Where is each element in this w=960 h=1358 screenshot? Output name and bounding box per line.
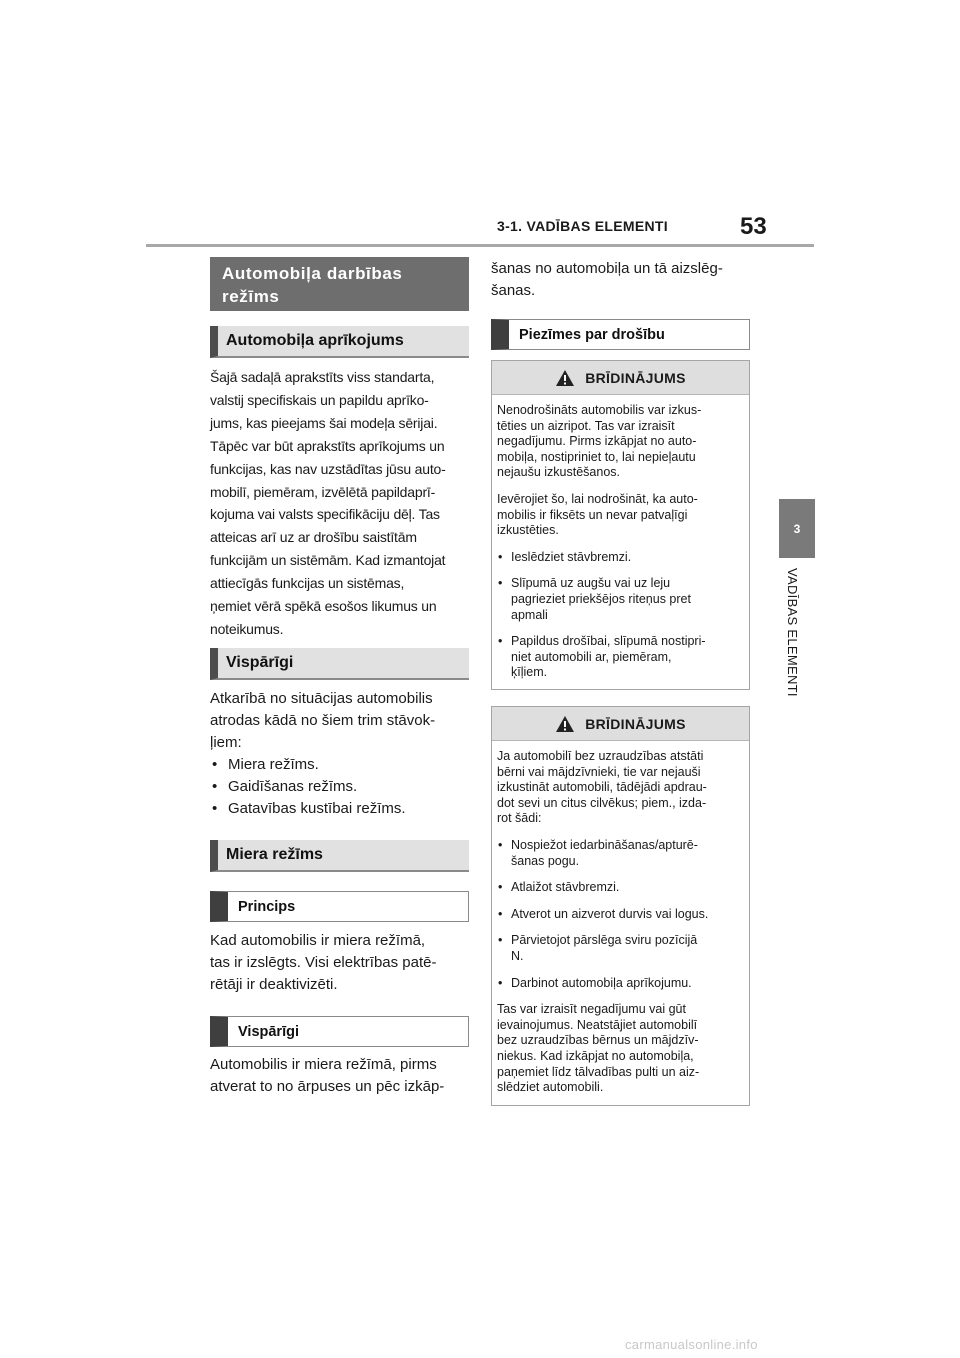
text-line: Šajā sadaļā aprakstīts viss standarta, (210, 369, 435, 385)
chapter-tab: 3 (779, 499, 815, 558)
header-rule (146, 244, 814, 247)
warning-box-parking (491, 360, 750, 690)
principle-paragraph (210, 930, 472, 996)
list-item: • Gaidīšanas režīms. (210, 776, 472, 798)
list-item: • Miera režīms. (210, 754, 472, 776)
warning-paragraph: Nenodrošināts automobilis var izkus- tēties un aizripot. Tas var izraisīt negadījumu. Pirms izkāpjat no auto- mobiļa, nostipriniet to, lai nepieļautu nejaušu izkustēšanos. (497, 403, 702, 480)
text-line: šanas no automobiļa un tā aizslēg- (491, 260, 723, 277)
section-heading-general: Vispārīgi (210, 648, 469, 680)
warning-title: BRĪDINĀJUMS (585, 715, 686, 732)
warning-triangle-icon (555, 369, 575, 387)
subheading-safety-notes: Piezīmes par drošību (491, 319, 750, 350)
text-line: attiecīgās funkcijas un sistēmas, (210, 575, 405, 592)
page-number: 53 (740, 213, 767, 240)
text-line: Tāpēc var būt aprakstīts aprīkojums un (210, 437, 445, 454)
text-line: šanas. (491, 282, 536, 299)
text-line: Automobilis ir miera režīmā, pirms (210, 1056, 437, 1073)
equipment-paragraph (210, 366, 472, 641)
subheading-general: Vispārīgi (210, 1016, 469, 1047)
text-line: noteikumus. (210, 620, 284, 637)
chapter-tab-label-text: VADĪBAS ELEMENTI (785, 568, 800, 697)
warning-header (492, 361, 749, 395)
text-line: rētāji ir deaktivizēti. (210, 976, 338, 993)
text-line: kojuma vai valsts specifikāciju dēļ. Tas (210, 506, 440, 523)
rest-mode-paragraph (210, 1054, 472, 1098)
list-item: • Atverot un aizverot durvis vai logus. (497, 907, 742, 923)
warning-paragraph: Tas var izraisīt negadījumu vai gūt ievainojumus. Neatstājiet automobilī bez uzraudzības bērnus un mājdzīv- niekus. Kad izkāpjat no automobiļa, paņemiet līdz tālvadības pulti un aiz- slēdziet automobili. (497, 1002, 700, 1095)
list-item: • Darbinot automobiļa aprīkojumu. (497, 976, 742, 992)
warning-box-unattended (491, 706, 750, 1106)
section-heading-rest-mode: Miera režīms (210, 840, 469, 872)
warning-paragraph: Ja automobilī bez uzraudzības atstāti bērni vai mājdzīvnieki, tie var nejauši izkustināt automobili, tādējādi apdrau- dot sevi un citus cilvēkus; piem., izda- rot šādi: (497, 749, 707, 826)
warning-list (497, 838, 742, 991)
text-line: mobilī, piemēram, izvēlētā papildaprī- (210, 483, 436, 500)
warning-list (497, 550, 742, 681)
general-paragraph (210, 688, 472, 820)
text-line: funkcijas, kas nav uzstādītas jūsu auto- (210, 460, 446, 477)
chapter-tab-label (771, 568, 811, 718)
list-item: • Pārvietojot pārslēga sviru pozīcijā N. (497, 933, 742, 964)
list-item: • Gatavības kustībai režīms. (210, 798, 472, 820)
subheading-principle: Princips (210, 891, 469, 922)
list-item: • Atlaižot stāvbremzi. (497, 880, 742, 896)
main-heading: Automobiļa darbības režīms (210, 257, 469, 311)
chapter-title: 3-1. VADĪBAS ELEMENTI (497, 218, 668, 234)
watermark: carmanualsonline.info (625, 1337, 758, 1352)
text-line: ļiem: (210, 734, 242, 751)
list-item: • Papildus drošībai, slīpumā nostipri- niet automobili ar, piemēram, ķīļiem. (497, 634, 742, 681)
text-line: atverat to no ārpuses un pēc izkāp- (210, 1078, 445, 1095)
text-line: Kad automobilis ir miera režīmā, (210, 932, 426, 949)
text-line: ņemiet vērā spēkā esošos likumus un (210, 598, 437, 615)
list-item: • Slīpumā uz augšu vai uz leju pagrieziet priekšējos riteņus pret apmali (497, 576, 742, 623)
text-line: Atkarībā no situācijas automobilis (210, 690, 433, 707)
warning-body (492, 741, 749, 1113)
warning-triangle-icon (555, 715, 575, 733)
section-heading-equipment: Automobiļa aprīkojums (210, 326, 469, 358)
text-line: jums, kas pieejams šai modeļa sērijai. (210, 414, 438, 431)
list-item: • Ieslēdziet stāvbremzi. (497, 550, 742, 566)
warning-body (492, 395, 749, 698)
warning-title: BRĪDINĀJUMS (585, 369, 686, 386)
continued-paragraph (491, 258, 753, 302)
text-line: tas ir izslēgts. Visi elektrības patē- (210, 954, 437, 971)
warning-paragraph: Ievērojiet šo, lai nodrošināt, ka auto- mobilis ir fiksēts un nevar patvaļīgi izkustēties. (497, 491, 698, 538)
warning-header (492, 707, 749, 741)
list-item: • Nospiežot iedarbināšanas/apturē- šanas pogu. (497, 838, 742, 869)
text-line: atrodas kādā no šiem trim stāvok- (210, 712, 436, 729)
state-list (210, 754, 472, 820)
text-line: funkcijām un sistēmām. Kad izmantojat (210, 552, 446, 569)
text-line: valstij specifiskais un papildu aprīko- (210, 391, 429, 408)
text-line: atteicas arī uz ar drošību saistītām (210, 529, 417, 546)
